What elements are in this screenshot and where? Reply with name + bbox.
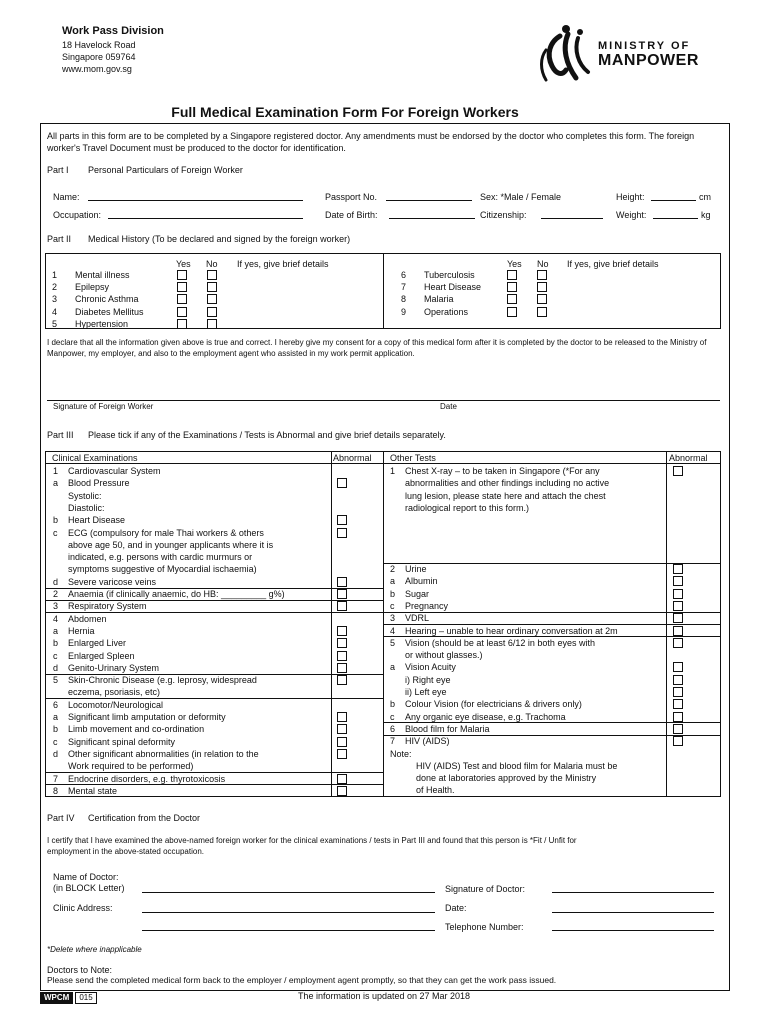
- row-separator: [45, 698, 383, 699]
- test-item-label: i) Right eye: [405, 674, 451, 685]
- no-checkbox[interactable]: [207, 307, 217, 317]
- history-item-num: 6: [401, 270, 407, 280]
- test-item-label: Note:: [390, 748, 412, 759]
- no-checkbox[interactable]: [207, 294, 217, 304]
- no-checkbox[interactable]: [537, 294, 547, 304]
- dob-label: Date of Birth:: [325, 210, 378, 220]
- history-item-label: Hypertension: [75, 318, 129, 329]
- yes-checkbox[interactable]: [507, 270, 517, 280]
- abnormal-checkbox[interactable]: [673, 687, 683, 697]
- abnormal-checkbox[interactable]: [673, 626, 683, 636]
- test-item-num: 6: [390, 723, 396, 734]
- abnormal-checkbox[interactable]: [337, 675, 347, 685]
- telephone-label: Telephone Number:: [445, 922, 524, 932]
- exam-item-label: Anaemia (if clinically anaemic, do HB: _________ g%): [68, 589, 285, 599]
- exam-item-label: above age 50, and in younger applicants where it is: [68, 539, 274, 550]
- abnormal-checkbox[interactable]: [337, 712, 347, 722]
- form-code: WPCM: [40, 992, 73, 1004]
- abnormal-checkbox[interactable]: [337, 786, 347, 796]
- updated-note: The information is updated on 27 Mar 2018: [297, 991, 471, 1001]
- no-header: No: [206, 259, 218, 269]
- exam-item-num: 8: [53, 785, 59, 796]
- part3-title: Please tick if any of the Examinations / Tests is Abnormal and give brief details separately.: [88, 430, 446, 440]
- history-item-num: 8: [401, 294, 407, 305]
- ministry-logo-icon: [536, 24, 596, 92]
- test-item-num: c: [390, 711, 395, 722]
- test-item-label: Vision Acuity: [405, 662, 456, 673]
- abnormal-checkbox[interactable]: [673, 736, 683, 746]
- history-item-label: Tuberculosis: [424, 270, 475, 280]
- test-item-label: Blood film for Malaria: [405, 723, 490, 734]
- part2-title: Medical History (To be declared and signed by the foreign worker): [88, 234, 351, 244]
- exam-item-num: b: [53, 515, 59, 526]
- no-checkbox[interactable]: [537, 307, 547, 317]
- weight-label: Weight:: [616, 210, 647, 220]
- citizenship-field[interactable]: [541, 218, 603, 219]
- test-item-label: HIV (AIDS) Test and blood film for Malaria must be: [416, 760, 618, 771]
- exam-item-label: Cardiovascular System: [68, 466, 161, 476]
- yes-checkbox[interactable]: [177, 307, 187, 317]
- height-label: Height:: [616, 192, 645, 202]
- test-item-label: HIV (AIDS): [405, 736, 450, 747]
- history-item-num: 3: [52, 294, 58, 305]
- delete-note: *Delete where inapplicable: [47, 945, 142, 954]
- yes-checkbox[interactable]: [177, 319, 187, 329]
- logo-text-manpower: MANPOWER: [598, 52, 699, 69]
- exam-item-label: ECG (compulsory for male Thai workers & others: [68, 527, 264, 538]
- test-item-num: b: [390, 699, 396, 710]
- test-item-label: lung lesion, please state here and attach the chest: [405, 490, 606, 501]
- height-field[interactable]: [651, 200, 696, 201]
- test-item-label: Pregnancy: [405, 600, 449, 611]
- abnormal-checkbox[interactable]: [673, 601, 683, 611]
- exam-item-num: c: [53, 736, 58, 747]
- exam-item-num: d: [53, 576, 59, 587]
- test-item-num: c: [390, 600, 395, 611]
- test-item-label: abnormalities and other findings including no active: [405, 478, 610, 489]
- doctors-note: Please send the completed medical form back to the employer / employment agent promptly, so that they can get the work pass issued.: [47, 975, 557, 985]
- test-item-label: Chest X-ray – to be taken in Singapore (*For any: [405, 466, 600, 476]
- test-item-num: 7: [390, 736, 396, 747]
- abnormal-checkbox[interactable]: [673, 466, 683, 476]
- no-header: No: [537, 259, 549, 269]
- clinic-address-field-2[interactable]: [142, 930, 435, 931]
- history-item-num: 7: [401, 282, 407, 293]
- exam-item-label: Blood Pressure: [68, 478, 130, 489]
- abnormal-checkbox[interactable]: [337, 589, 347, 599]
- exam-item-num: 5: [53, 675, 59, 686]
- intro-text: All parts in this form are to be completed by a Singapore registered doctor. Any amendments must be endorsed by the doctor who completes this form. The foreign worker's Travel Document must be produced to the doctor for identification.: [47, 131, 695, 153]
- part2-heading: Part II: [47, 234, 72, 244]
- exam-item-label: Respiratory System: [68, 601, 147, 612]
- exam-item-label: Enlarged Spleen: [68, 650, 135, 661]
- row-separator: [45, 612, 383, 613]
- row-separator: [45, 772, 383, 773]
- history-item-num: 4: [52, 306, 58, 317]
- division-name: Work Pass Division: [62, 25, 164, 37]
- exam-item-num: c: [53, 527, 58, 538]
- yes-checkbox[interactable]: [507, 307, 517, 317]
- yes-checkbox[interactable]: [177, 270, 187, 280]
- history-divider: [383, 253, 384, 329]
- test-item-num: 4: [390, 625, 396, 636]
- row-separator: [45, 600, 383, 601]
- history-item-label: Heart Disease: [424, 282, 482, 293]
- test-item-label: Urine: [405, 564, 427, 574]
- test-item-label: done at laboratories approved by the Ministry: [416, 773, 597, 784]
- abnormal-checkbox[interactable]: [673, 662, 683, 672]
- exam-item-label: Endocrine disorders, e.g. thyrotoxicosis: [68, 773, 226, 784]
- exam-item-num: c: [53, 650, 58, 661]
- yes-checkbox[interactable]: [507, 282, 517, 292]
- no-checkbox[interactable]: [207, 270, 217, 280]
- abnormal-checkbox[interactable]: [337, 638, 347, 648]
- table-header-line: [45, 463, 721, 464]
- exam-item-label: Diastolic:: [68, 502, 105, 513]
- abnormal-checkbox[interactable]: [673, 638, 683, 648]
- name-label: Name:: [53, 192, 80, 202]
- declaration-text: I declare that all the information given above is true and correct. I hereby give my consent for a copy of this medical form after it is completed by the doctor to be released to the Ministry of Manpower, my employer, and also to the employment agent who assisted in my work permit application.: [47, 338, 707, 358]
- abnormal-checkbox[interactable]: [673, 589, 683, 599]
- worker-signature-label: Signature of Foreign Worker: [53, 402, 154, 411]
- abnormal-checkbox[interactable]: [337, 626, 347, 636]
- exam-item-label: Significant spinal deformity: [68, 736, 176, 747]
- doctor-signature-label: Signature of Doctor:: [445, 884, 526, 894]
- name-field[interactable]: [88, 200, 303, 201]
- exam-item-num: b: [53, 638, 59, 649]
- passport-label: Passport No.: [325, 192, 378, 202]
- form-title: Full Medical Examination Form For Foreign Workers: [171, 104, 519, 120]
- row-separator: [383, 612, 721, 613]
- abnormal-checkbox[interactable]: [673, 712, 683, 722]
- exam-item-num: 1: [53, 466, 59, 476]
- test-item-label: Vision (should be at least 6/12 in both eyes with: [405, 637, 595, 648]
- exam-item-label: Mental state: [68, 785, 118, 796]
- yes-checkbox[interactable]: [177, 294, 187, 304]
- exam-item-label: indicated, e.g. persons with cardic murmurs or: [68, 552, 253, 563]
- exam-item-label: Work required to be performed): [68, 761, 194, 772]
- passport-field[interactable]: [386, 200, 472, 201]
- abnormal-checkbox[interactable]: [337, 663, 347, 673]
- doctor-name-label: Name of Doctor:: [53, 872, 119, 882]
- test-item-num: 2: [390, 564, 396, 574]
- row-separator: [383, 636, 721, 637]
- citizenship-label: Citizenship:: [480, 210, 527, 220]
- weight-field[interactable]: [653, 218, 698, 219]
- occupation-label: Occupation:: [53, 210, 102, 220]
- details-header: If yes, give brief details: [237, 259, 329, 269]
- test-item-label: VDRL: [405, 613, 430, 624]
- test-item-label: Any organic eye disease, e.g. Trachoma: [405, 711, 566, 722]
- form-number: 015: [75, 992, 96, 1004]
- exam-item-num: 7: [53, 773, 59, 784]
- test-item-num: b: [390, 588, 396, 599]
- yes-header: Yes: [507, 259, 522, 269]
- abnormal-checkbox[interactable]: [673, 699, 683, 709]
- clinic-address-field[interactable]: [142, 912, 435, 913]
- history-item-label: Chronic Asthma: [75, 294, 139, 305]
- history-item-num: 2: [52, 282, 58, 293]
- col-abnormal2-header: Abnormal: [669, 453, 708, 463]
- exam-item-label: Other significant abnormalities (in relation to the: [68, 748, 259, 759]
- test-item-num: 3: [390, 613, 396, 624]
- exam-item-num: 4: [53, 613, 59, 624]
- history-item-label: Operations: [424, 306, 469, 317]
- weight-unit: kg: [701, 210, 711, 220]
- no-checkbox[interactable]: [207, 282, 217, 292]
- test-item-num: a: [390, 576, 396, 587]
- exam-item-num: 3: [53, 601, 59, 612]
- abnormal-checkbox[interactable]: [673, 675, 683, 685]
- exam-item-num: 2: [53, 589, 59, 599]
- exam-item-num: a: [53, 625, 59, 636]
- no-checkbox[interactable]: [537, 282, 547, 292]
- exam-item-label: Genito-Urinary System: [68, 662, 160, 673]
- col-other-header: Other Tests: [390, 453, 436, 463]
- row-separator: [45, 784, 383, 785]
- abnormal-checkbox[interactable]: [337, 515, 347, 525]
- exam-item-label: Hernia: [68, 625, 95, 636]
- history-item-num: 5: [52, 318, 58, 329]
- row-separator: [383, 624, 721, 625]
- yes-header: Yes: [176, 259, 191, 269]
- table-divider: [331, 451, 332, 797]
- part1-heading: Part I: [47, 165, 69, 175]
- abnormal-checkbox[interactable]: [673, 564, 683, 574]
- worker-date-label: Date: [440, 402, 457, 411]
- doctor-date-label: Date:: [445, 903, 467, 913]
- test-item-label: Colour Vision (for electricians & drivers only): [405, 699, 582, 710]
- test-item-label: Hearing – unable to hear ordinary conversation at 2m: [405, 625, 618, 636]
- col-abnormal-header: Abnormal: [333, 453, 372, 463]
- test-item-num: a: [390, 662, 396, 673]
- no-checkbox[interactable]: [537, 270, 547, 280]
- abnormal-checkbox[interactable]: [673, 576, 683, 586]
- yes-checkbox[interactable]: [177, 282, 187, 292]
- dob-field[interactable]: [389, 218, 475, 219]
- test-item-num: 5: [390, 637, 396, 648]
- part1-title: Personal Particulars of Foreign Worker: [88, 165, 243, 175]
- abnormal-checkbox[interactable]: [337, 478, 347, 488]
- test-item-label: or without glasses.): [405, 650, 483, 661]
- exam-item-label: Abdomen: [68, 613, 107, 624]
- telephone-field[interactable]: [552, 930, 714, 931]
- row-separator: [383, 563, 721, 564]
- history-item-num: 9: [401, 306, 407, 317]
- test-item-label: ii) Left eye: [405, 687, 447, 697]
- abnormal-checkbox[interactable]: [673, 613, 683, 623]
- no-checkbox[interactable]: [207, 319, 217, 329]
- history-item-label: Epilepsy: [75, 282, 110, 293]
- exam-item-num: 6: [53, 699, 59, 710]
- exam-item-label: symptoms suggestive of Myocardial ischaemia): [68, 564, 257, 575]
- height-unit: cm: [699, 192, 711, 202]
- exam-item-label: eczema, psoriasis, etc): [68, 687, 161, 698]
- clinic-address-label: Clinic Address:: [53, 903, 113, 913]
- doctor-signature-field[interactable]: [552, 892, 714, 893]
- exam-item-num: a: [53, 712, 59, 722]
- history-item-label: Mental illness: [75, 270, 130, 280]
- details-header: If yes, give brief details: [567, 259, 659, 269]
- part4-title: Certification from the Doctor: [88, 813, 201, 823]
- exam-item-num: d: [53, 662, 59, 673]
- test-item-num: 1: [390, 466, 396, 476]
- test-item-label: radiological report to this form.): [405, 502, 530, 513]
- signature-line: [47, 400, 720, 401]
- exam-item-num: b: [53, 724, 59, 735]
- exam-item-num: a: [53, 478, 59, 489]
- occupation-field[interactable]: [108, 218, 303, 219]
- exam-item-label: Locomotor/Neurological: [68, 699, 164, 710]
- address-line: 18 Havelock Road: [62, 40, 136, 50]
- address-line: Singapore 059764: [62, 52, 136, 62]
- doctor-date-field[interactable]: [552, 912, 714, 913]
- abnormal-checkbox[interactable]: [337, 737, 347, 747]
- exam-item-label: Limb movement and co-ordination: [68, 724, 205, 735]
- exam-item-label: Skin-Chronic Disease (e.g. leprosy, widespread: [68, 675, 257, 686]
- exam-item-label: Significant limb amputation or deformity: [68, 712, 226, 722]
- yes-checkbox[interactable]: [507, 294, 517, 304]
- col-clinical-header: Clinical Examinations: [52, 453, 138, 463]
- row-separator: [45, 674, 383, 675]
- abnormal-checkbox[interactable]: [337, 528, 347, 538]
- row-separator: [383, 722, 721, 723]
- doctor-name-field[interactable]: [142, 892, 435, 893]
- row-separator: [383, 735, 721, 736]
- exam-item-label: Systolic:: [68, 490, 102, 501]
- abnormal-checkbox[interactable]: [337, 651, 347, 661]
- sex-label: Sex: *Male / Female: [480, 192, 562, 202]
- row-separator: [45, 588, 383, 589]
- abnormal-checkbox[interactable]: [337, 749, 347, 759]
- abnormal-checkbox[interactable]: [337, 577, 347, 587]
- history-item-label: Malaria: [424, 294, 454, 305]
- test-item-label: of Health.: [416, 785, 455, 796]
- abnormal-checkbox[interactable]: [337, 724, 347, 734]
- part3-heading: Part III: [47, 430, 74, 440]
- exam-item-label: Severe varicose veins: [68, 576, 157, 587]
- exam-item-label: Enlarged Liver: [68, 638, 127, 649]
- test-item-label: Sugar: [405, 588, 430, 599]
- certify-text: I certify that I have examined the above-named foreign worker for the clinical examinations / tests in Part III and found that this person is *Fit / Unfit for employment in the above-stated occupation.: [47, 836, 577, 856]
- logo-text-ministry: MINISTRY OF: [598, 40, 691, 52]
- abnormal-checkbox[interactable]: [673, 724, 683, 734]
- history-item-label: Diabetes Mellitus: [75, 306, 144, 317]
- part4-heading: Part IV: [47, 813, 75, 823]
- doctors-note-title: Doctors to Note:: [47, 965, 113, 975]
- history-item-num: 1: [52, 270, 58, 280]
- abnormal-checkbox[interactable]: [337, 774, 347, 784]
- website: www.mom.gov.sg: [62, 64, 132, 74]
- test-item-label: Albumin: [405, 576, 438, 587]
- abnormal-checkbox[interactable]: [337, 601, 347, 611]
- exam-item-num: d: [53, 748, 59, 759]
- block-letter-label: (in BLOCK Letter): [53, 883, 125, 893]
- exam-item-label: Heart Disease: [68, 515, 126, 526]
